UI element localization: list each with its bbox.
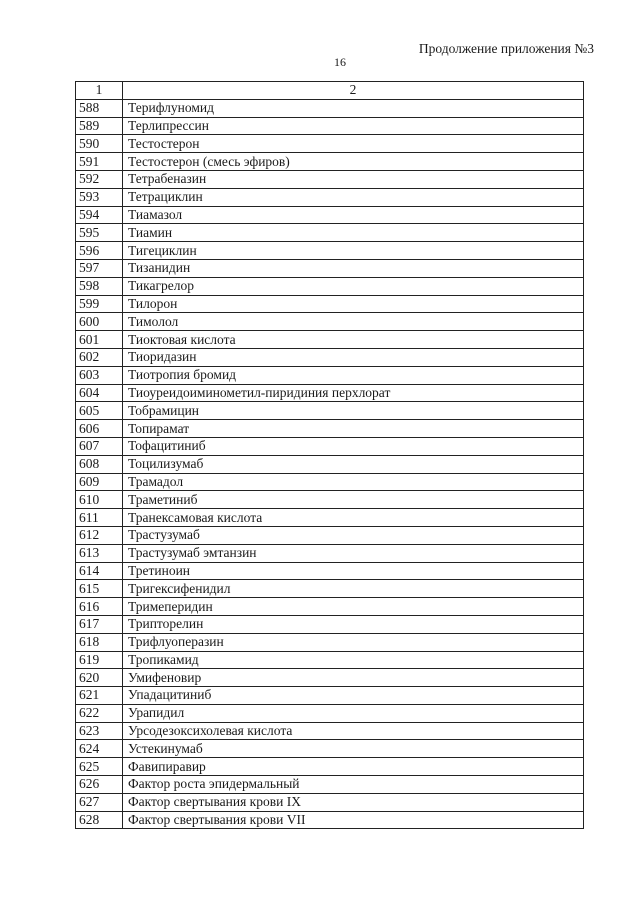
row-number-cell: 602 (76, 348, 123, 366)
table-row (76, 420, 584, 438)
row-number-cell: 616 (76, 598, 123, 616)
row-number-cell: 588 (76, 99, 123, 117)
row-number-cell: 610 (76, 491, 123, 509)
page-number: 16 (334, 55, 346, 69)
drug-name-cell: Тизанидин (123, 259, 584, 277)
drug-name-cell: Тиамазол (123, 206, 584, 224)
drug-list-table (75, 81, 584, 829)
table-row (76, 170, 584, 188)
table-row (76, 277, 584, 295)
row-number-cell: 605 (76, 402, 123, 420)
row-number-cell: 625 (76, 758, 123, 776)
row-number-cell: 603 (76, 366, 123, 384)
drug-name-cell: Траметиниб (123, 491, 584, 509)
table-row (76, 633, 584, 651)
table-row (76, 117, 584, 135)
drug-name-cell: Терифлуномид (123, 99, 584, 117)
drug-name-cell: Тиамин (123, 224, 584, 242)
drug-name-cell: Тикагрелор (123, 277, 584, 295)
row-number-cell: 621 (76, 687, 123, 705)
table-row (76, 153, 584, 171)
table-row (76, 188, 584, 206)
table-row (76, 384, 584, 402)
table-row (76, 740, 584, 758)
table-row (76, 758, 584, 776)
drug-name-cell: Тестостерон (123, 135, 584, 153)
drug-name-cell: Тиотропия бромид (123, 366, 584, 384)
row-number-cell: 593 (76, 188, 123, 206)
drug-name-cell: Тиоуреидоиминометил-пиридиния перхлорат (123, 384, 584, 402)
row-number-cell: 592 (76, 170, 123, 188)
table-row (76, 224, 584, 242)
table-row (76, 562, 584, 580)
drug-name-cell: Транексамовая кислота (123, 509, 584, 527)
column-header-number: 1 (76, 82, 123, 100)
drug-name-cell: Трастузумаб (123, 526, 584, 544)
drug-name-cell: Топирамат (123, 420, 584, 438)
table-row (76, 615, 584, 633)
row-number-cell: 617 (76, 615, 123, 633)
row-number-cell: 623 (76, 722, 123, 740)
row-number-cell: 591 (76, 153, 123, 171)
row-number-cell: 595 (76, 224, 123, 242)
row-number-cell: 628 (76, 811, 123, 829)
drug-name-cell: Тобрамицин (123, 402, 584, 420)
drug-name-cell: Третиноин (123, 562, 584, 580)
row-number-cell: 604 (76, 384, 123, 402)
table-row (76, 242, 584, 260)
table-row (76, 437, 584, 455)
table-row (76, 598, 584, 616)
table-row (76, 509, 584, 527)
table-header-row (76, 82, 584, 100)
row-number-cell: 598 (76, 277, 123, 295)
drug-name-cell: Урапидил (123, 704, 584, 722)
drug-name-cell: Умифеновир (123, 669, 584, 687)
table-row (76, 259, 584, 277)
drug-name-cell: Тимолол (123, 313, 584, 331)
drug-name-cell: Тропикамид (123, 651, 584, 669)
drug-name-cell: Трамадол (123, 473, 584, 491)
drug-name-cell: Урсодезоксихолевая кислота (123, 722, 584, 740)
row-number-cell: 618 (76, 633, 123, 651)
table-row (76, 402, 584, 420)
row-number-cell: 594 (76, 206, 123, 224)
row-number-cell: 615 (76, 580, 123, 598)
row-number-cell: 611 (76, 509, 123, 527)
drug-name-cell: Тригексифенидил (123, 580, 584, 598)
table-row (76, 313, 584, 331)
drug-name-cell: Тетрабеназин (123, 170, 584, 188)
drug-name-cell: Тофацитиниб (123, 437, 584, 455)
row-number-cell: 606 (76, 420, 123, 438)
table-row (76, 99, 584, 117)
drug-name-cell: Фавипиравир (123, 758, 584, 776)
row-number-cell: 626 (76, 776, 123, 794)
table-row (76, 348, 584, 366)
row-number-cell: 597 (76, 259, 123, 277)
row-number-cell: 601 (76, 331, 123, 349)
drug-name-cell: Фактор свертывания крови IX (123, 793, 584, 811)
drug-name-cell: Фактор роста эпидермальный (123, 776, 584, 794)
drug-name-cell: Тиоридазин (123, 348, 584, 366)
table-body (76, 99, 584, 829)
drug-name-cell: Упадацитиниб (123, 687, 584, 705)
table-row (76, 135, 584, 153)
row-number-cell: 614 (76, 562, 123, 580)
drug-name-cell: Устекинумаб (123, 740, 584, 758)
table-row (76, 295, 584, 313)
table-row (76, 776, 584, 794)
table-row (76, 722, 584, 740)
table-row (76, 491, 584, 509)
table-row (76, 580, 584, 598)
table-row (76, 811, 584, 829)
row-number-cell: 620 (76, 669, 123, 687)
appendix-continuation-label: Продолжение приложения №3 (418, 41, 594, 56)
table-row (76, 366, 584, 384)
row-number-cell: 600 (76, 313, 123, 331)
drug-name-cell: Тиоктовая кислота (123, 331, 584, 349)
table-row (76, 473, 584, 491)
row-number-cell: 612 (76, 526, 123, 544)
table-row (76, 544, 584, 562)
row-number-cell: 608 (76, 455, 123, 473)
table-row (76, 526, 584, 544)
drug-name-cell: Трифлуоперазин (123, 633, 584, 651)
drug-name-cell: Трипторелин (123, 615, 584, 633)
drug-name-cell: Тестостерон (смесь эфиров) (123, 153, 584, 171)
table-row (76, 651, 584, 669)
row-number-cell: 609 (76, 473, 123, 491)
row-number-cell: 590 (76, 135, 123, 153)
drug-name-cell: Трастузумаб эмтанзин (123, 544, 584, 562)
row-number-cell: 613 (76, 544, 123, 562)
table-row (76, 793, 584, 811)
row-number-cell: 619 (76, 651, 123, 669)
row-number-cell: 589 (76, 117, 123, 135)
row-number-cell: 624 (76, 740, 123, 758)
table-row (76, 704, 584, 722)
drug-name-cell: Фактор свертывания крови VII (123, 811, 584, 829)
drug-name-cell: Терлипрессин (123, 117, 584, 135)
row-number-cell: 607 (76, 437, 123, 455)
drug-name-cell: Тримеперидин (123, 598, 584, 616)
table-row (76, 669, 584, 687)
column-header-name: 2 (123, 82, 584, 100)
drug-name-cell: Тоцилизумаб (123, 455, 584, 473)
drug-name-cell: Тигециклин (123, 242, 584, 260)
row-number-cell: 599 (76, 295, 123, 313)
row-number-cell: 622 (76, 704, 123, 722)
row-number-cell: 627 (76, 793, 123, 811)
row-number-cell: 596 (76, 242, 123, 260)
table-row (76, 331, 584, 349)
table-row (76, 455, 584, 473)
table-row (76, 206, 584, 224)
drug-name-cell: Тетрациклин (123, 188, 584, 206)
table-row (76, 687, 584, 705)
drug-name-cell: Тилорон (123, 295, 584, 313)
